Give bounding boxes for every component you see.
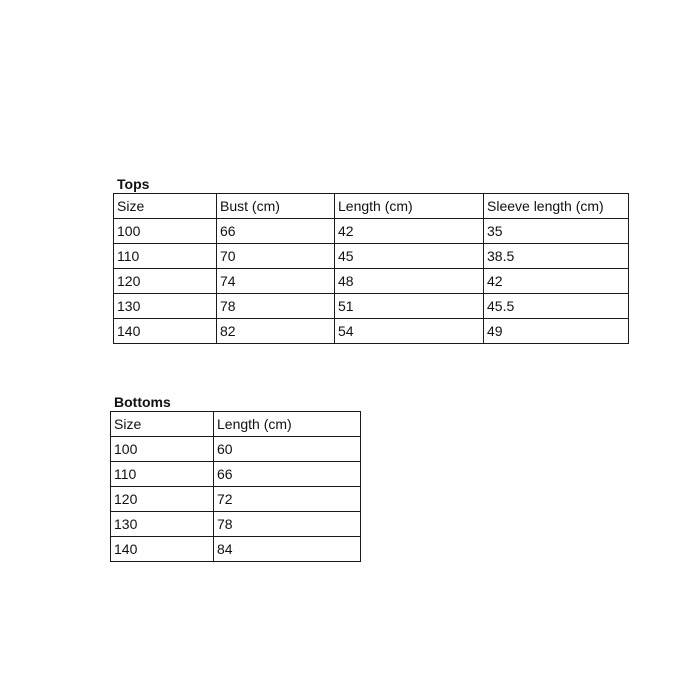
table-row xyxy=(114,294,629,319)
table-cell: 45.5 xyxy=(484,294,629,319)
table-cell: 38.5 xyxy=(484,244,629,269)
tops-title: Tops xyxy=(117,176,150,192)
table-cell: 74 xyxy=(217,269,335,294)
table-cell: 100 xyxy=(114,219,217,244)
header-cell: Sleeve length (cm) xyxy=(484,194,629,219)
table-cell: 120 xyxy=(114,269,217,294)
table-cell: 45 xyxy=(335,244,484,269)
table-cell: 120 xyxy=(111,487,214,512)
table-cell: 60 xyxy=(214,437,361,462)
table-cell: 110 xyxy=(114,244,217,269)
table-cell: 82 xyxy=(217,319,335,344)
table-row xyxy=(114,269,629,294)
table-row xyxy=(111,537,361,562)
table-cell: 42 xyxy=(484,269,629,294)
table-header-row xyxy=(111,412,361,437)
table-cell: 51 xyxy=(335,294,484,319)
table-row xyxy=(111,462,361,487)
table-cell: 70 xyxy=(217,244,335,269)
header-cell: Length (cm) xyxy=(214,412,361,437)
table-cell: 130 xyxy=(114,294,217,319)
table-row xyxy=(114,244,629,269)
table-row xyxy=(111,512,361,537)
table-cell: 140 xyxy=(114,319,217,344)
table-cell: 72 xyxy=(214,487,361,512)
header-cell: Length (cm) xyxy=(335,194,484,219)
table-cell: 42 xyxy=(335,219,484,244)
table-cell: 130 xyxy=(111,512,214,537)
table-row xyxy=(114,219,629,244)
table-row xyxy=(111,487,361,512)
table-cell: 35 xyxy=(484,219,629,244)
table-cell: 49 xyxy=(484,319,629,344)
table-cell: 54 xyxy=(335,319,484,344)
header-cell: Size xyxy=(111,412,214,437)
header-cell: Bust (cm) xyxy=(217,194,335,219)
table-cell: 48 xyxy=(335,269,484,294)
table-cell: 66 xyxy=(214,462,361,487)
table-cell: 110 xyxy=(111,462,214,487)
table-cell: 84 xyxy=(214,537,361,562)
header-cell: Size xyxy=(114,194,217,219)
table-cell: 66 xyxy=(217,219,335,244)
table-cell: 78 xyxy=(217,294,335,319)
tops-size-table xyxy=(113,193,629,344)
bottoms-size-table xyxy=(110,411,361,562)
table-header-row xyxy=(114,194,629,219)
table-cell: 140 xyxy=(111,537,214,562)
bottoms-title: Bottoms xyxy=(114,394,171,410)
table-cell: 78 xyxy=(214,512,361,537)
table-row xyxy=(111,437,361,462)
table-row xyxy=(114,319,629,344)
table-cell: 100 xyxy=(111,437,214,462)
